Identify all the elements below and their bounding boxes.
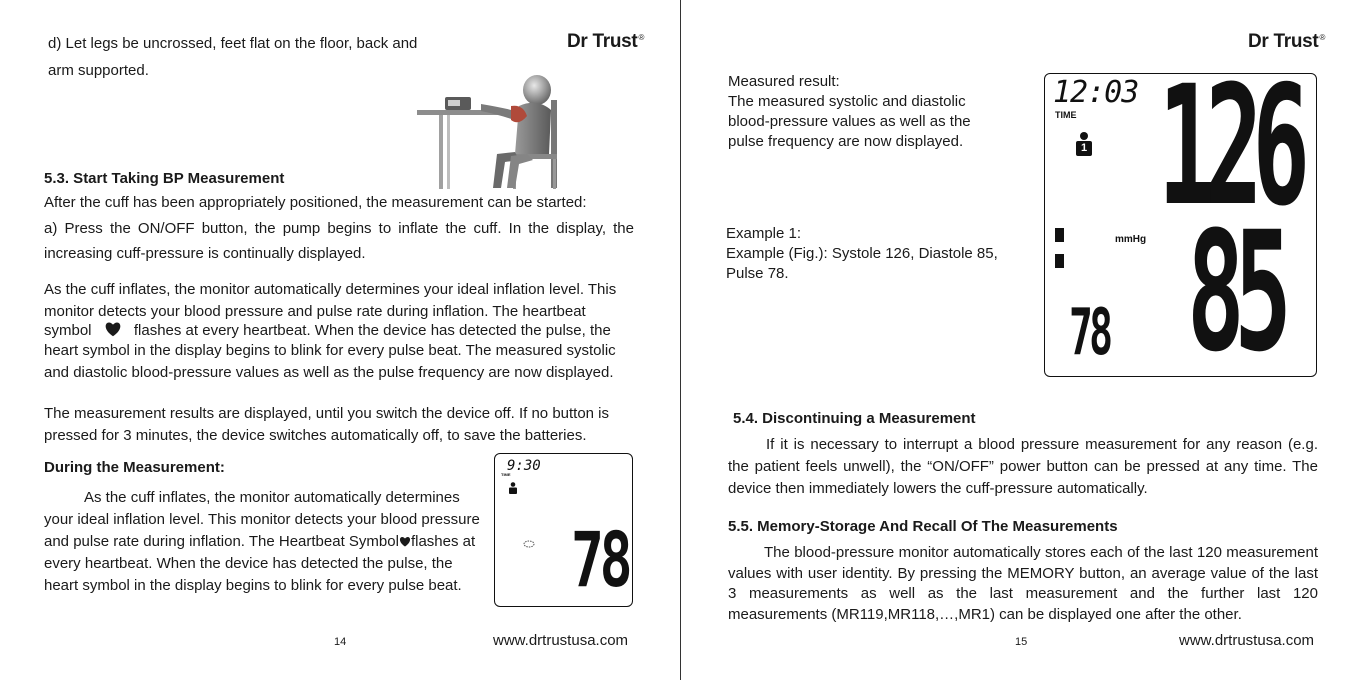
lcd-diastolic: 85 xyxy=(1187,196,1282,388)
page-number-right: 15 xyxy=(1015,636,1028,648)
lcd-small-time: 9:30 xyxy=(507,458,541,474)
lcd-small-heart-indicator-icon xyxy=(523,540,535,548)
lcd-display-small xyxy=(494,453,633,607)
page-number-left: 14 xyxy=(334,636,347,648)
website-url-right[interactable]: www.drtrustusa.com xyxy=(1179,632,1315,649)
heartbeat-symbol-icon xyxy=(399,536,411,547)
lcd-small-user-icon xyxy=(508,482,518,494)
step-d-line2: arm supported. xyxy=(48,62,149,79)
section-5-4-body: If it is necessary to interrupt a blood pressure measurement for any reason (e.g. the patient feels unwell), the “ON/OFF” power button can be pressed at any time. The device then immediately lowers the cuff-pressure automatically. xyxy=(728,436,1318,497)
right-page xyxy=(681,0,1361,680)
seated-person-illustration xyxy=(415,68,565,190)
brand-logo: Dr Trust® xyxy=(1248,31,1326,52)
para-inflate-3: heart symbol in the display begins to blink for every pulse beat. The measured systolic and diastolic blood-pressure values as well as the pulse frequency are now displayed. xyxy=(44,342,616,381)
para-inflate-2 xyxy=(44,320,644,342)
left-page xyxy=(0,0,680,680)
step-a-text: a) Press the ON/OFF button, the pump begins to inflate the cuff. In the display, the increasing cuff-pressure is continually displayed. xyxy=(44,220,634,262)
lcd-pulse: 78 xyxy=(1069,296,1110,370)
section-5-5-title: 5.5. Memory-Storage And Recall Of The Measurements xyxy=(728,518,1118,535)
para-inflate-2-end: flashes at every heartbeat. When the device has detected the pulse, the xyxy=(133,322,611,339)
lcd-unit: mmHg xyxy=(1115,234,1147,245)
lcd-systolic: 126 xyxy=(1158,50,1300,242)
heart-icon xyxy=(104,321,122,337)
section-5-3-title: 5.3. Start Taking BP Measurement xyxy=(44,170,285,187)
measured-result-text: Measured result: The measured systolic and diastolic blood-pressure values as well as the pulse frequency are now displayed. xyxy=(728,73,971,150)
para-results: The measurement results are displayed, until you switch the device off. If no button is pressed for 3 minutes, the device switches automatically off, to save the batteries. xyxy=(44,405,610,444)
lcd-bar-segment-1 xyxy=(1055,228,1064,242)
section-5-3-intro: After the cuff has been appropriately positioned, the measurement can be started: xyxy=(44,194,587,211)
lcd-user-indicator xyxy=(1075,132,1095,158)
during-measurement-body: As the cuff inflates, the monitor automatically determines your ideal inflation level. This monitor detects your blood pressure and pulse rate during inflation. The Heartbeat Symbol flashes at every heartbeat. When the device has detected the pulse, the heart symbol in the display begins to blink for every pulse beat. xyxy=(44,489,480,594)
example-title: Example 1: xyxy=(726,225,802,242)
example-body: Example (Fig.): Systole 126, Diastole 85, Pulse 78. xyxy=(726,245,998,282)
user-number: 1 xyxy=(1081,142,1088,154)
section-5-5-body: The blood-pressure monitor automatically stores each of the last 120 measurement values with user identity. By pressing the MEMORY button, an average value of the last 3 measurements as well as the last measurement and the further last 120 measurements (MR119,MR118,…,MR1) can be displayed one after the other. xyxy=(728,544,1318,623)
brand-logo: Dr Trust® xyxy=(567,31,645,52)
lcd-time: 12:03 xyxy=(1053,75,1139,110)
lcd-small-time-label: TIME xyxy=(501,472,511,477)
lcd-bar-segment-2 xyxy=(1055,254,1064,268)
para-inflate-1: As the cuff inflates, the monitor automatically determines your ideal inflation level. This monitor detects your blood pressure and pulse rate during inflation. The heartbeat xyxy=(44,281,617,320)
section-5-4-title: 5.4. Discontinuing a Measurement xyxy=(733,410,976,427)
during-measurement-title: During the Measurement: xyxy=(44,459,225,476)
lcd-display-large xyxy=(1044,50,1317,388)
lcd-time-label: TIME xyxy=(1055,110,1077,120)
website-url-left[interactable]: www.drtrustusa.com xyxy=(493,632,629,649)
para-inflate-2-start: symbol xyxy=(44,322,92,339)
step-d-line1: d) Let legs be uncrossed, feet flat on the floor, back and xyxy=(48,35,418,52)
lcd-small-pulse: 78 xyxy=(571,515,629,604)
